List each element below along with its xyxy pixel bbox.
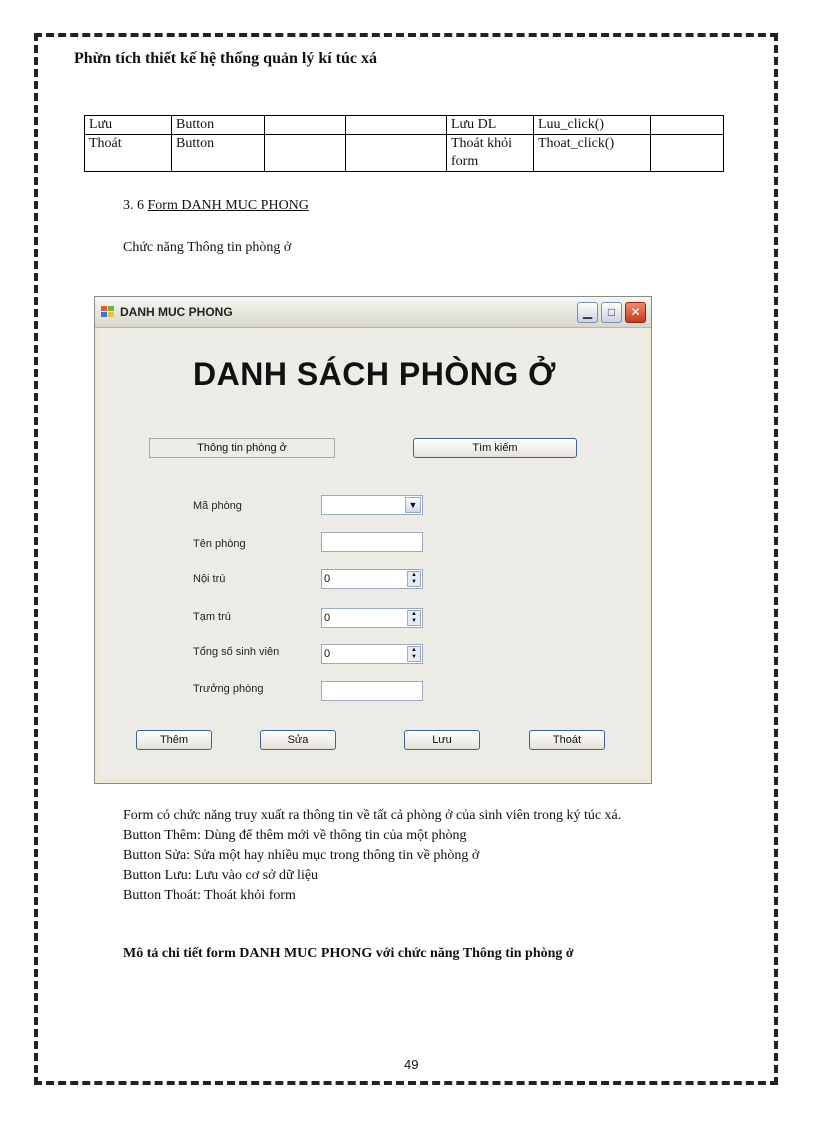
tam-tru-value: 0 xyxy=(324,612,331,624)
table-cell: Thoat_click() xyxy=(534,135,651,172)
truong-phong-input[interactable] xyxy=(321,681,423,701)
table-cell: Button xyxy=(172,116,265,135)
control-spec-table xyxy=(84,115,724,172)
page-number: 49 xyxy=(404,1057,419,1072)
chevron-down-icon[interactable]: ▼ xyxy=(405,497,421,513)
table-cell xyxy=(265,135,346,172)
desc-line: Button Thêm: Dùng để thêm mới về thông tin của một phòng xyxy=(123,828,467,843)
minimize-icon[interactable]: ▁ xyxy=(577,302,598,323)
form-heading: DANH SÁCH PHÒNG Ở xyxy=(193,356,556,392)
tam-tru-stepper[interactable] xyxy=(321,608,423,628)
table-cell: Lưu xyxy=(85,116,172,135)
page-header: Phừn tích thiết kế hệ thống quản lý kí túc xá xyxy=(74,50,377,67)
tong-sv-stepper[interactable] xyxy=(321,644,423,664)
save-button[interactable]: Lưu xyxy=(404,730,480,750)
spinner-icon[interactable]: ▲ ▼ xyxy=(407,646,421,662)
desc-line: Button Thoát: Thoát khỏi form xyxy=(123,888,296,903)
table-cell: Thoát khỏi form xyxy=(447,135,534,172)
search-button[interactable]: Tìm kiếm xyxy=(413,438,577,458)
noi-tru-value: 0 xyxy=(324,573,331,585)
table-cell: Lưu DL xyxy=(447,116,534,135)
table-cell xyxy=(346,135,447,172)
table-cell: Thoát xyxy=(85,135,172,172)
table-cell: Luu_click() xyxy=(534,116,651,135)
table-cell xyxy=(651,135,724,172)
tong-sv-label: Tổng số sinh viên xyxy=(193,646,280,658)
desc-line: Button Sửa: Sửa một hay nhiều mục trong thông tin về phòng ở xyxy=(123,848,480,863)
section-heading xyxy=(123,198,309,214)
table-row xyxy=(85,135,724,172)
function-line: Chức năng Thông tin phòng ở xyxy=(123,240,292,255)
spinner-icon[interactable]: ▲ ▼ xyxy=(407,571,421,587)
ma-phong-combo[interactable] xyxy=(321,495,423,515)
noi-tru-label: Nội trú xyxy=(193,573,226,585)
table-cell: Button xyxy=(172,135,265,172)
truong-phong-label: Trưởng phòng xyxy=(193,683,264,695)
tong-sv-value: 0 xyxy=(324,648,331,660)
close-icon[interactable]: ✕ xyxy=(625,302,646,323)
ma-phong-label: Mã phòng xyxy=(193,500,242,512)
table-cell xyxy=(346,116,447,135)
tam-tru-label: Tạm trú xyxy=(193,611,231,623)
table-cell xyxy=(651,116,724,135)
info-label: Thông tin phòng ở xyxy=(149,438,335,458)
detail-heading: Mô tả chi tiết form DANH MUC PHONG với chức năng Thông tin phòng ở xyxy=(123,946,574,961)
description-block xyxy=(123,806,733,906)
ten-phong-label: Tên phòng xyxy=(193,538,246,550)
spinner-icon[interactable]: ▲ ▼ xyxy=(407,610,421,626)
table-row xyxy=(85,116,724,135)
exit-button[interactable]: Thoát xyxy=(529,730,605,750)
maximize-icon[interactable]: □ xyxy=(601,302,622,323)
form-client-area xyxy=(99,328,647,779)
edit-button[interactable]: Sửa xyxy=(260,730,336,750)
app-icon xyxy=(101,306,115,318)
window-title: DANH MUC PHONG xyxy=(120,305,233,319)
noi-tru-stepper[interactable] xyxy=(321,569,423,589)
table-cell xyxy=(265,116,346,135)
desc-line: Form có chức năng truy xuất ra thông tin về tất cả phòng ở của sinh viên trong ký túc xá. xyxy=(123,808,622,823)
title-bar xyxy=(95,297,651,328)
section-title: Form DANH MUC PHONG xyxy=(147,198,309,213)
ten-phong-input[interactable] xyxy=(321,532,423,552)
desc-line: Button Lưu: Lưu vào cơ sở dữ liệu xyxy=(123,868,319,883)
section-number: 3. 6 xyxy=(123,198,148,213)
add-button[interactable]: Thêm xyxy=(136,730,212,750)
form-window xyxy=(94,296,652,784)
